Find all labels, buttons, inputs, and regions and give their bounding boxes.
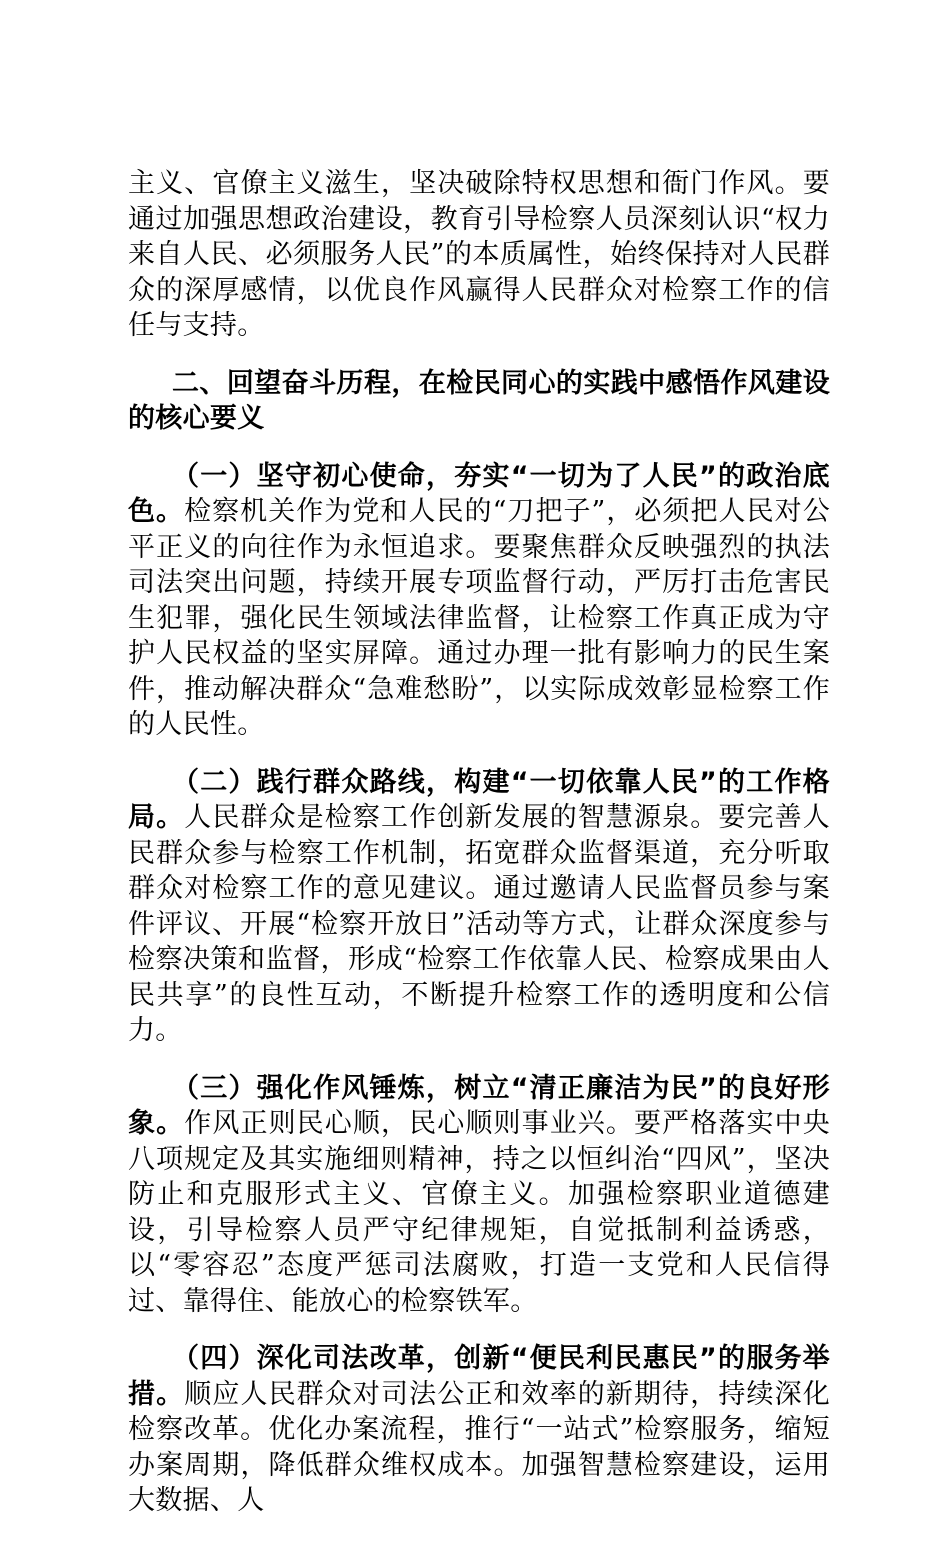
subsection-4	[128, 1341, 830, 1519]
subsection-1	[128, 459, 830, 743]
subsection-2-body: 人民群众是检察工作创新发展的智慧源泉。要完善人民群众参与检察工作机制，拓宽群众监督渠道，充分听取群众对检察工作的意见建议。通过邀请人民监督员参与案件评议、开展“检察开放日”活动等方式，让群众深度参与检察决策和监督，形成“检察工作依靠人民、检察成果由人民共享”的良性互动，不断提升检察工作的透明度和公信力。	[128, 802, 830, 1046]
document-page	[128, 166, 830, 1541]
subsection-1-body: 检察机关作为党和人民的“刀把子”，必须把人民对公平正义的向往作为永恒追求。要聚焦群众反映强烈的执法司法突出问题，持续开展专项监督行动，严厉打击危害民生犯罪，强化民生领域法律监督，让检察工作真正成为守护人民权益的坚实屏障。通过办理一批有影响力的民生案件，推动解决群众“急难愁盼”，以实际成效彰显检察工作的人民性。	[128, 496, 830, 740]
subsection-3-title: （三）强化作风锤炼，树立“清正廉洁为民”的良好形象。	[128, 1072, 830, 1139]
subsection-3-body: 作风正则民心顺，民心顺则事业兴。要严格落实中央八项规定及其实施细则精神，持之以恒纠治“四风”，坚决防止和克服形式主义、官僚主义。加强检察职业道德建设，引导检察人员严守纪律规矩，自觉抵制利益诱惑，以“零容忍”态度严惩司法腐败，打造一支党和人民信得过、靠得住、能放心的检察铁军。	[128, 1108, 830, 1317]
subsection-1-title: （一）坚守初心使命，夯实“一切为了人民”的政治底色。	[128, 460, 830, 527]
subsection-2	[128, 765, 830, 1049]
subsection-4-body: 顺应人民群众对司法公正和效率的新期待，持续深化检察改革。优化办案流程，推行“一站式”检察服务，缩短办案周期，降低群众维权成本。加强智慧检察建设，运用大数据、人	[128, 1378, 830, 1516]
subsection-2-title: （二）践行群众路线，构建“一切依靠人民”的工作格局。	[128, 766, 830, 833]
intro-paragraph: 主义、官僚主义滋生，坚决破除特权思想和衙门作风。要通过加强思想政治建设，教育引导检察人员深刻认识“权力来自人民、必须服务人民”的本质属性，始终保持对人民群众的深厚感情，以优良作风赢得人民群众对检察工作的信任与支持。	[128, 168, 830, 341]
section-heading: 二、回望奋斗历程，在检民同心的实践中感悟作风建设的核心要义	[128, 367, 830, 434]
subsection-4-title: （四）深化司法改革，创新“便民利民惠民”的服务举措。	[128, 1343, 830, 1410]
subsection-3	[128, 1071, 830, 1320]
